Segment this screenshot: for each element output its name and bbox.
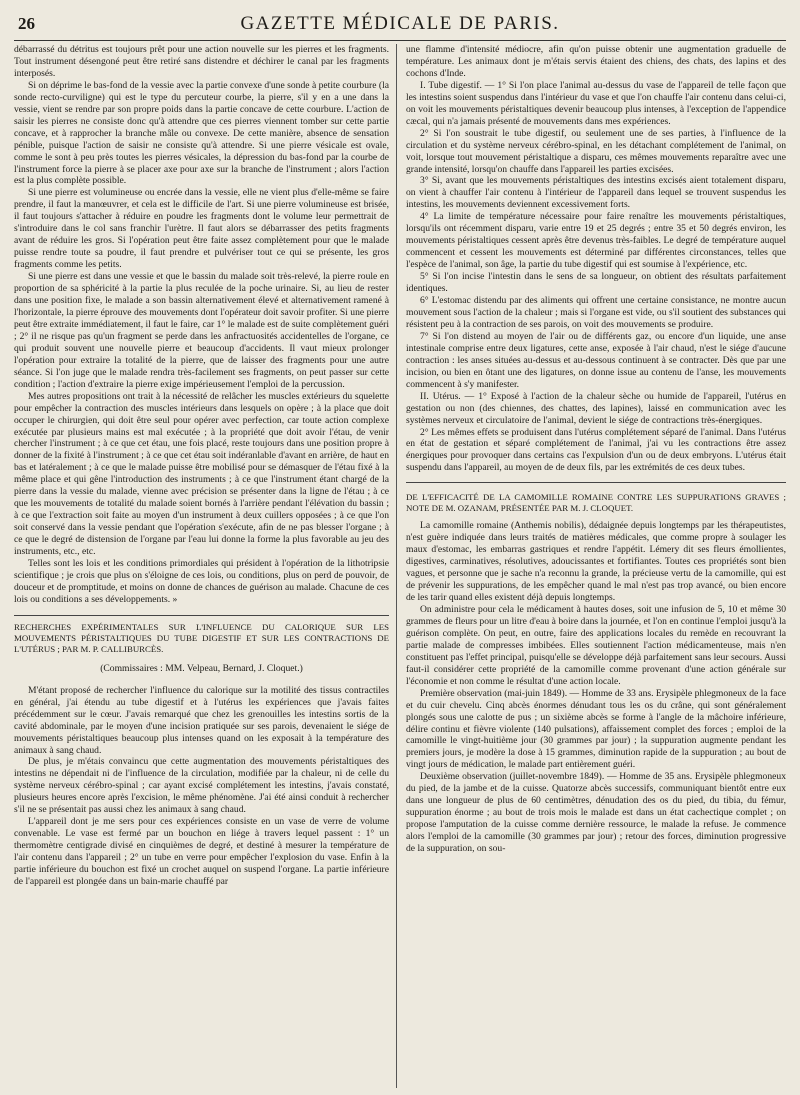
paragraph: Si une pierre est volumineuse ou encrée dans la vessie, elle ne vient plus d'elle-même se faire prendre, il faut la manœuvrer, et cela est le difficile de l'art. Si une pierre volumineuse est brisée, il faut toujours s'attacher à réduire en poudre les fragments dont le volume leur permettrait de s'introduire dans le col sans franchir l'urètre. Il faut alors se débarrasser des petits fragments avant de réduire les gros. Si l'opération peut être faite assez complètement pour que le malade puisse rendre toute sa poudre, il faut prendre et pulvériser tout ce qui se présente, les gros fragments comme les petits.: [14, 187, 389, 271]
journal-title: GAZETTE MÉDICALE DE PARIS.: [240, 13, 560, 34]
paragraph: L'appareil dont je me sers pour ces expériences consiste en un vase de verre de volume convenable. Le vase est fermé par un bouchon en liége à travers lequel passent : 1° un thermomètre centigrade divisé en cinquièmes de degré, et destiné à mesurer la température de l'air contenu dans l'appareil ; 2° un tube en verre pour empêcher l'explosion du vase. Enfin à la partie inférieure du bouchon est fixé un crochet auquel on suspend l'organe. La partie inférieure de l'appareil est plongée dans un bain-marie chauffé par: [14, 816, 389, 887]
paragraph: 7° Si l'on distend au moyen de l'air ou de différents gaz, ou encore d'un liquide, une anse intestinale comprise entre deux ligatures, cette anse, exposée à l'air chaud, n'est le siége d'aucune contraction : les anses situées au-dessus et au-dessous continuent à se contracter. Dès que par une incision, ou bien en ôtant une des ligatures, on donne issue au contenu de l'anse, les mouvements commencent à s'y manifester.: [406, 330, 786, 390]
right-column: [406, 44, 786, 1088]
paragraph: La camomille romaine (Anthemis nobilis), dédaignée depuis longtemps par les thérapeutistes, n'est guère indiquée dans leurs traités de matières médicales, que comme propre à soulager les maux d'estomac, les embarras gastriques et rendre l'appétit. Lémery dit ses fleurs émollientes, digestives, carminatives, résolutives, adoucissantes et fortifiantes. Toutes ces propriétés sont bien vagues, et personne que je sache n'a reconnu la grande, la précieuse vertu de la camomille, qui est de prévenir les suppurations, de les empêcher quand le mal n'est pas trop avancé, ou bien encore de les tarir quand elles existent déjà depuis longtemps.: [406, 520, 786, 604]
paragraph: Si une pierre est dans une vessie et que le bassin du malade soit très-relevé, la pierre roule en proportion de sa sphéricité à la partie la plus reculée de la poche urinaire. Si, au lieu de rester dans une position fixe, le malade a son bassin alternativement élevé et alternativement ramené à l'horizontale, la pierre éprouve des mouvements dont l'opérateur doit savoir profiter. Si une pierre peut être extraite immédiatement, il faut le faire, car 1° le malade est de suite complètement guéri ; 2° il ne risque pas qu'un fragment se perde dans les anfractuosités accidentelles de l'organe, ce qui produit souvent une nouvelle pierre et beaucoup d'accidents. Il vaut mieux prolonger l'opération pour extraire la totalité de la pierre, que de laisser des fragments pour une autre séance. Si l'on juge que le malade rendra très-facilement ses fragments, on peut passer sur cette condition ; l'action d'extraire la pierre exige impérieusement l'emploi de la percussion.: [14, 271, 389, 390]
paragraph: 5° Si l'on incise l'intestin dans le sens de sa longueur, on obtient des résultats parfaitement identiques.: [406, 271, 786, 295]
paragraph: 3° Si, avant que les mouvements péristaltiques des intestins excisés aient totalement disparu, on vient à chauffer l'air contenu à l'intérieur de l'appareil dans lequel se trouvent suspendus les intestins, les mouvements deviennent excessivement forts.: [406, 175, 786, 211]
paragraph: Telles sont les lois et les conditions primordiales qui président à l'opération de la lithotripsie scientifique ; je crois que plus on s'éloigne de ces lois, ou conditions, plus on perd de pouvoir, de douceur et de promptitude, et moins on donne de chances de guérison au malade. Chacune de ces lois ou conditions a ses développements. »: [14, 557, 389, 605]
commissioners-line: (Commissaires : MM. Velpeau, Bernard, J. Cloquet.): [100, 662, 303, 674]
page-header: [14, 10, 786, 41]
paragraph: De plus, je m'étais convaincu que cette augmentation des mouvements péristaltiques des intestins ne dépendait ni de l'influence de la circulation, modifiée par la chaleur, ni de celle du système nerveux cérébro-spinal ; car ayant excisé complétement les intestins, j'avais constaté, plusieurs heures encore après l'excision, le même phénomène. J'ai été ainsi conduit à rechercher s'il ne se présentait pas aussi chez les animaux à sang chaud.: [14, 756, 389, 816]
column-divider: [396, 44, 397, 1088]
paragraph: Si on déprime le bas-fond de la vessie avec la partie convexe d'une sonde à petite courbure (la sonde recto-curviligne) qui est le type du percuteur courbe, la pierre, s'il y en a une dans la vessie, vient se rendre par son propre poids dans la partie concave de cette courbure. L'action de saisir les pierres ne consiste donc qu'à attendre que ces pierres viennent tomber sur cette partie concave, et à rapprocher la branche mâle ou convexe. De cette manière, absence de sensation pénible, puisque l'action de saisir ne consiste qu'à attendre. Si une pierre vésicale est ovale, comme le sont à peu près toutes les pierres vésicales, la dépression du bas-fond par la courbe de l'instrument force la pierre à se placer axe pour axe sur la branche de l'instrument ; alors l'action est la plus complète possible.: [14, 79, 389, 187]
article-title-ozanam: DE L'EFFICACITÉ DE LA CAMOMILLE ROMAINE CONTRE LES SUPPURATIONS GRAVES ; NOTE DE M. OZANAM, PRÉSENTÉE PAR M. J. CLOQUET.: [406, 492, 786, 514]
paragraph: 2° Si l'on soustrait le tube digestif, ou seulement une de ses parties, à l'influence de la circulation et du système nerveux cérébro-spinal, en les détachant complétement de l'animal, on voit, lorsque tout mouvement péristaltique a disparu, ces mêmes mouvements reparaître avec une grande intensité, lorsqu'on chauffe dans l'appareil les parties excisées.: [406, 127, 786, 175]
left-column: [14, 44, 389, 1088]
paragraph: I. Tube digestif. — 1° Si l'on place l'animal au-dessus du vase de l'appareil de telle façon que les intestins soient suspendus dans l'intérieur du vase et que l'on chauffe l'air contenu dans celui-ci, on voit les mouvements péristaltiques devenir beaucoup plus intenses, à l'exception de l'appendice cæcal, qui n'a jamais présenté de mouvements dans mes expériences.: [406, 79, 786, 127]
paragraph: débarrassé du détritus est toujours prêt pour une action nouvelle sur les pierres et les fragments. Tout instrument désengoné peut être retiré sans distendre et déchirer le canal par les fragments interposés.: [14, 44, 389, 79]
paragraph: Deuxième observation (juillet-novembre 1849). — Homme de 35 ans. Erysipèle phlegmoneux du pied, de la jambe et de la cuisse. Quatorze abcès successifs, communiquant bientôt entre eux dans une longueur de plus de 60 centimètres, dénudation des os du pied, du tibia, du fémur, suppuration énorme ; au bout de trois mois le malade est dans un état cachectique complet ; on propose l'amputation de la cuisse comme dernière ressource, le malade la refuse. Je commence alors l'emploi de la camomille (30 grammes par jour) ; retour des forces, diminution progressive de la suppuration, on sou-: [406, 771, 786, 855]
paragraph: 4° La limite de température nécessaire pour faire renaître les mouvements péristaltiques, lorsqu'ils ont récemment disparu, varie entre 19 et 25 degrés ; entre 35 et 50 degrés environ, les mouvements péristaltiques cessent après être devenus très-faibles. Le degré de température auquel commencent et cessent les mouvements est déterminé par différentes circonstances, telles que l'espèce de l'animal, son âge, la partie du tube digestif qui est soumise à l'expérience, etc.: [406, 211, 786, 271]
paragraph: une flamme d'intensité médiocre, afin qu'on puisse obtenir une augmentation graduelle de température. Les animaux dont je m'étais servis étaient des chiens, des chats, des lapins et des cochons d'Inde.: [406, 44, 786, 79]
paragraph: Mes autres propositions ont trait à la nécessité de relâcher les muscles extérieurs du squelette pour empêcher la contraction des muscles intérieurs dans lesquels on opère ; à la place que doit occuper le chirurgien, qui doit être seul pour opérer avec perfection, car toute action complexe exécutée par plusieurs mains est mal exécutée ; à la propriété que doit avoir l'étau, de venir chercher l'instrument ; à ce que cet étau, une fois placé, reste toujours dans une position propre à donner de la fixité à l'instrument ; à ce que cet étau soit indéranlable d'avant en arrière, de haut en bas et latéralement ; à ce que le malade puisse être mobilisé pour se démasquer de l'étau fixé à la même place et qui gêne l'introduction des instruments ; à ce que l'instrument étant chargé de la pierre dans la vessie du malade, vienne avec précision se présenter dans la ligne de l'étau ; à ce que les mouvements de totalité du malade soient bornés à l'arrière pendant l'élévation du bassin ; à ce que l'extraction soit faite au moyen d'un instrument à deux cuillers opposées ; à ce que l'on soit conservé dans la vessie pendant que l'opération s'exécute, afin de ne pas blesser l'organe ; à ce que le degré de distension de l'organe par l'eau lui donne la forme la plus favorable au jeu des instruments, etc., etc.: [14, 390, 389, 558]
paragraph: 6° L'estomac distendu par des aliments qui offrent une certaine consistance, ne montre aucun mouvement sous l'action de la chaleur ; mais si l'organe est vide, ou s'il soutient des substances qui résistent peu à la contraction de ses parois, on voit des mouvements se produire.: [406, 295, 786, 330]
paragraph: 2° Les mêmes effets se produisent dans l'utérus complétement séparé de l'animal. Dans l'utérus en état de gestation et séparé complétement de l'animal, j'ai vu les contractions être assez énergiques pour provoquer dans certains cas l'expulsion d'un ou de deux embryons. L'utérus était suspendu dans l'appareil, au moyen de de deux fils, par les extrémités de ces deux tubes.: [406, 426, 786, 474]
paragraph: M'étant proposé de rechercher l'influence du calorique sur la motilité des tissus contractiles en général, j'ai étendu au tube digestif et à l'utérus les expériences que j'avais faites précédemment sur le cœur. J'avais remarqué que chez les grenouilles les intestins sortis de la cavité abdominale, par le moyen d'une incision pratiquée sur ses parois, devenaient le siége de mouvements péristaltiques beaucoup plus intenses quand on les exposait à la température des animaux à sang chaud.: [14, 684, 389, 756]
paragraph: Première observation (mai-juin 1849). — Homme de 33 ans. Erysipèle phlegmoneux de la face et du cuir chevelu. Cinq abcès énormes dénudant tous les os du crâne, qui sont généralement plongés sous une calotte de pus ; un sixième abcès se forme à l'angle de la mâchoire inférieure, délire continu et fièvre violente (140 pulsations), affaissement complet des forces ; emploi de la camomille le vingt-huitième jour (30 grammes par jour) ; la suppuration augmente pendant les premiers jours, je modère la dose à 15 grammes, diminution rapide de la suppuration ; au bout de vingt jours de médication, le malade part entièrement guéri.: [406, 687, 786, 771]
paragraph: II. Utérus. — 1° Exposé à l'action de la chaleur sèche ou humide de l'appareil, l'utérus en gestation ou non (des chiennes, des chattes, des lapines), laissé en communication avec les systèmes nerveux et circulatoire de l'animal, devient le siége de contractions très-énergiques.: [406, 390, 786, 426]
page-number: 26: [18, 14, 35, 33]
paragraph: On administre pour cela le médicament à hautes doses, soit une infusion de 5, 10 et même 30 grammes de fleurs pour un litre d'eau à boire dans la journée, et l'on en continue l'emploi jusqu'à la guérison complète. On peut, en outre, faire des applications locales du remède en recouvrant la partie malade de compresses imbibées. Elles soutiennent l'action médicamenteuse, mais n'en constituent pas l'effet principal, puisqu'elle se développe déjà parfaitement sans leur secours. Aussi faut-il considérer cette propriété de la camomille comme provenant d'une action générale sur l'économie et non comme le résultat d'une action locale.: [406, 603, 786, 687]
article-title-calliburces: RECHERCHES EXPÉRIMENTALES SUR L'INFLUENCE DU CALORIQUE SUR LES MOUVEMENTS PÉRISTALTIQUES DU TUBE DIGESTIF ET SUR LES CONTRACTIONS DE L'UTÉRUS ; PAR M. P. CALLIBURCÈS.: [14, 615, 389, 655]
article-separator: [406, 482, 786, 483]
